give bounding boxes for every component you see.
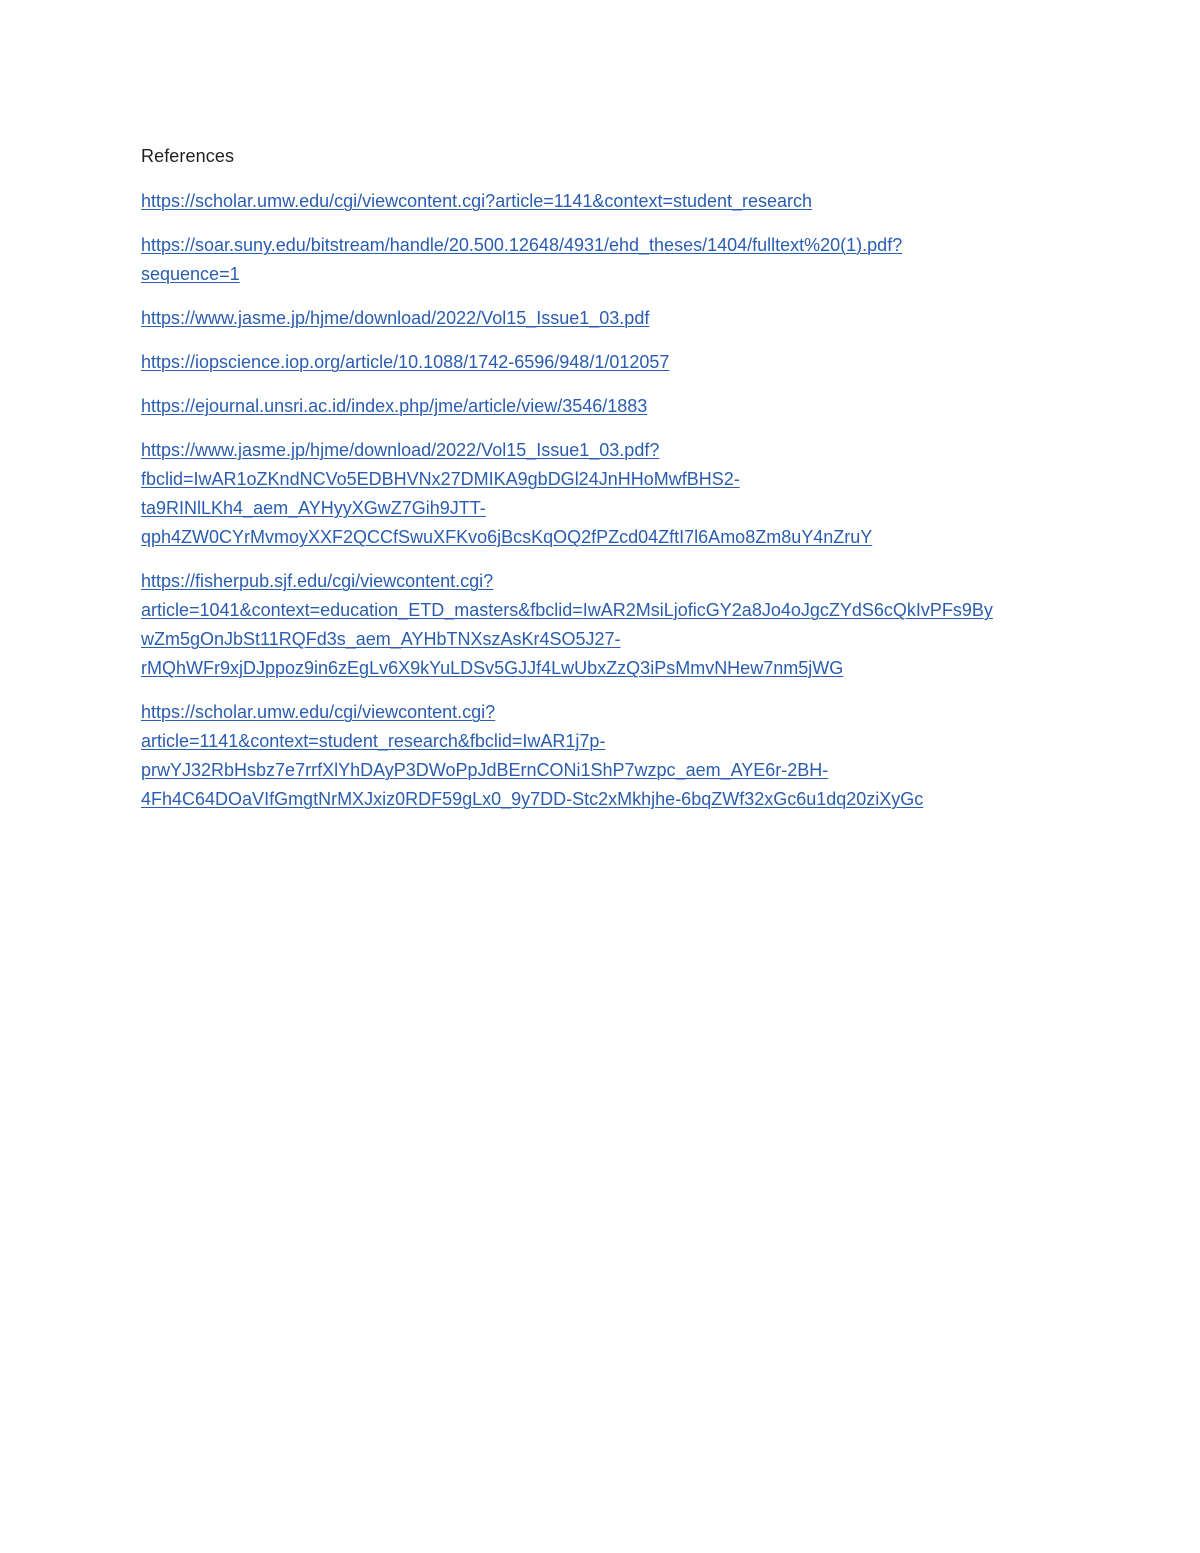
reference-link[interactable]: https://soar.suny.edu/bitstream/handle/20.500.12648/4931/ehd_theses/1404/fulltext%20(1).pdf? [141,235,903,255]
reference-link[interactable]: https://iopscience.iop.org/article/10.1088/1742-6596/948/1/012057 [141,352,670,372]
reference-link[interactable]: article=1141&context=student_research&fbclid=IwAR1j7p- [141,731,606,751]
reference-item [141,304,1061,333]
page-content [141,144,1061,829]
reference-link[interactable]: qph4ZW0CYrMvmoyXXF2QCCfSwuXFKvo6jBcsKqOQ2fPZcd04ZftI7l6Amo8Zm8uY4nZruY [141,527,873,547]
reference-link[interactable]: ta9RINlLKh4_aem_AYHyyXGwZ7Gih9JTT- [141,498,486,518]
reference-link[interactable]: https://www.jasme.jp/hjme/download/2022/Vol15_Issue1_03.pdf [141,308,650,328]
reference-link[interactable]: https://scholar.umw.edu/cgi/viewcontent.cgi? [141,702,496,722]
reference-link[interactable]: article=1041&context=education_ETD_masters&fbclid=IwAR2MsiLjoficGY2a8Jo4oJgcZYdS6cQkIvPFs9By [141,600,993,620]
reference-link[interactable]: 4Fh4C64DOaVIfGmgtNrMXJxiz0RDF59gLx0_9y7DD-Stc2xMkhjhe-6bqZWf32xGc6u1dq20ziXyGc [141,789,924,809]
reference-link[interactable]: sequence=1 [141,264,240,284]
reference-item [141,231,1061,289]
reference-link[interactable]: prwYJ32RbHsbz7e7rrfXlYhDAyP3DWoPpJdBErnCONi1ShP7wzpc_aem_AYE6r-2BH- [141,760,829,780]
reference-item [141,436,1061,552]
reference-item [141,392,1061,421]
reference-link[interactable]: rMQhWFr9xjDJppoz9in6zEgLv6X9kYuLDSv5GJJf4LwUbxZzQ3iPsMmvNHew7nm5jWG [141,658,844,678]
reference-link[interactable]: https://ejournal.unsri.ac.id/index.php/jme/article/view/3546/1883 [141,396,648,416]
reference-item [141,348,1061,377]
reference-link[interactable]: wZm5gOnJbSt11RQFd3s_aem_AYHbTNXszAsKr4SO5J27- [141,629,621,649]
reference-link[interactable]: https://www.jasme.jp/hjme/download/2022/Vol15_Issue1_03.pdf? [141,440,660,460]
references-heading: References [141,146,235,166]
reference-link[interactable]: https://fisherpub.sjf.edu/cgi/viewcontent.cgi? [141,571,494,591]
reference-link[interactable]: fbclid=IwAR1oZKndNCVo5EDBHVNx27DMIKA9gbDGl24JnHHoMwfBHS2- [141,469,740,489]
reference-item [141,698,1061,814]
reference-item [141,187,1061,216]
reference-item [141,567,1061,683]
reference-link[interactable]: https://scholar.umw.edu/cgi/viewcontent.cgi?article=1141&context=student_research [141,191,813,211]
